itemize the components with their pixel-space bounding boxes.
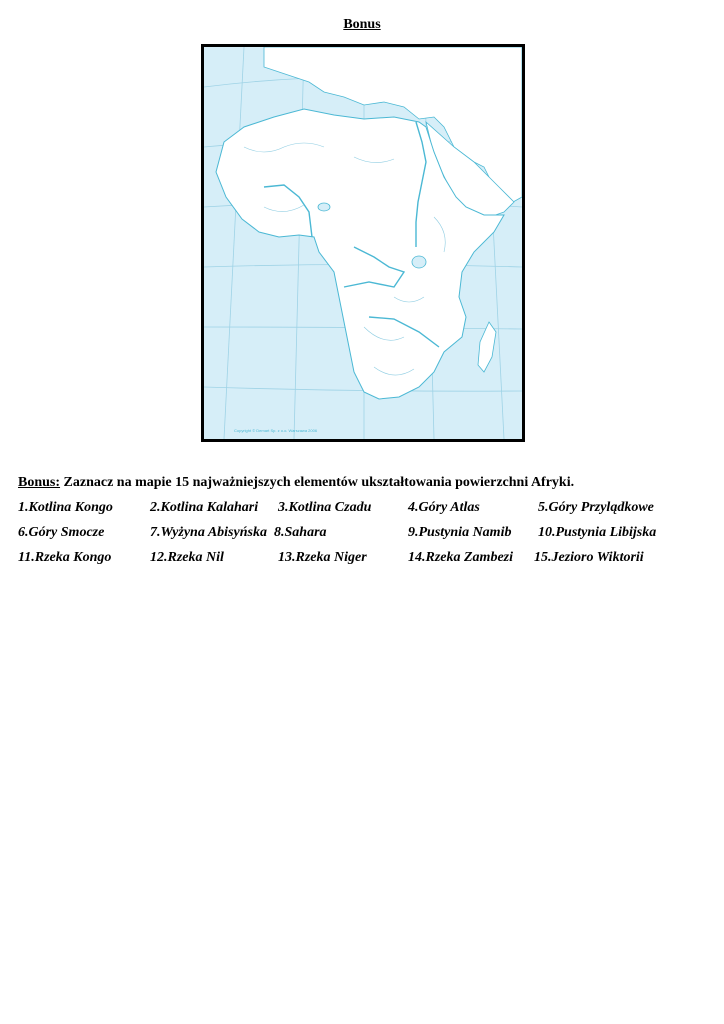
list-item: 12.Rzeka Nil xyxy=(150,550,224,565)
list-item: 5.Góry Przylądkowe xyxy=(538,500,654,515)
africa-map xyxy=(201,44,525,442)
lake-icon xyxy=(318,203,330,211)
list-row xyxy=(18,500,708,525)
list-item: 6.Góry Smocze xyxy=(18,525,105,540)
list-item: 7.Wyżyna Abisyńska xyxy=(150,525,267,540)
list-item: 11.Rzeka Kongo xyxy=(18,550,112,565)
list-row xyxy=(18,550,708,575)
list-row xyxy=(18,525,708,550)
list-item: 14.Rzeka Zambezi xyxy=(408,550,513,565)
list-item: 4.Góry Atlas xyxy=(408,500,480,515)
list-item: 9.Pustynia Namib xyxy=(408,525,512,540)
elements-list xyxy=(18,500,708,575)
list-item: 1.Kotlina Kongo xyxy=(18,500,113,515)
page-title: Bonus xyxy=(343,17,381,32)
list-item: 10.Pustynia Libijska xyxy=(538,525,657,540)
madagascar-land xyxy=(478,322,496,372)
task-text: Zaznacz na mapie 15 najważniejszych elementów ukształtowania powierzchni Afryki. xyxy=(60,475,575,490)
list-item: 15.Jezioro Wiktorii xyxy=(534,550,644,565)
list-item: 13.Rzeka Niger xyxy=(278,550,367,565)
task-instruction xyxy=(18,475,708,491)
list-item: 8.Sahara xyxy=(274,525,327,540)
africa-map-icon xyxy=(204,47,522,439)
task-lead: Bonus: xyxy=(18,475,61,490)
map-credit: Copyright © Demart Sp. z o.o. Warszawa 2006 xyxy=(234,428,318,433)
lake-icon xyxy=(412,256,426,268)
list-item: 2.Kotlina Kalahari xyxy=(150,500,259,515)
list-item: 3.Kotlina Czadu xyxy=(278,500,372,515)
